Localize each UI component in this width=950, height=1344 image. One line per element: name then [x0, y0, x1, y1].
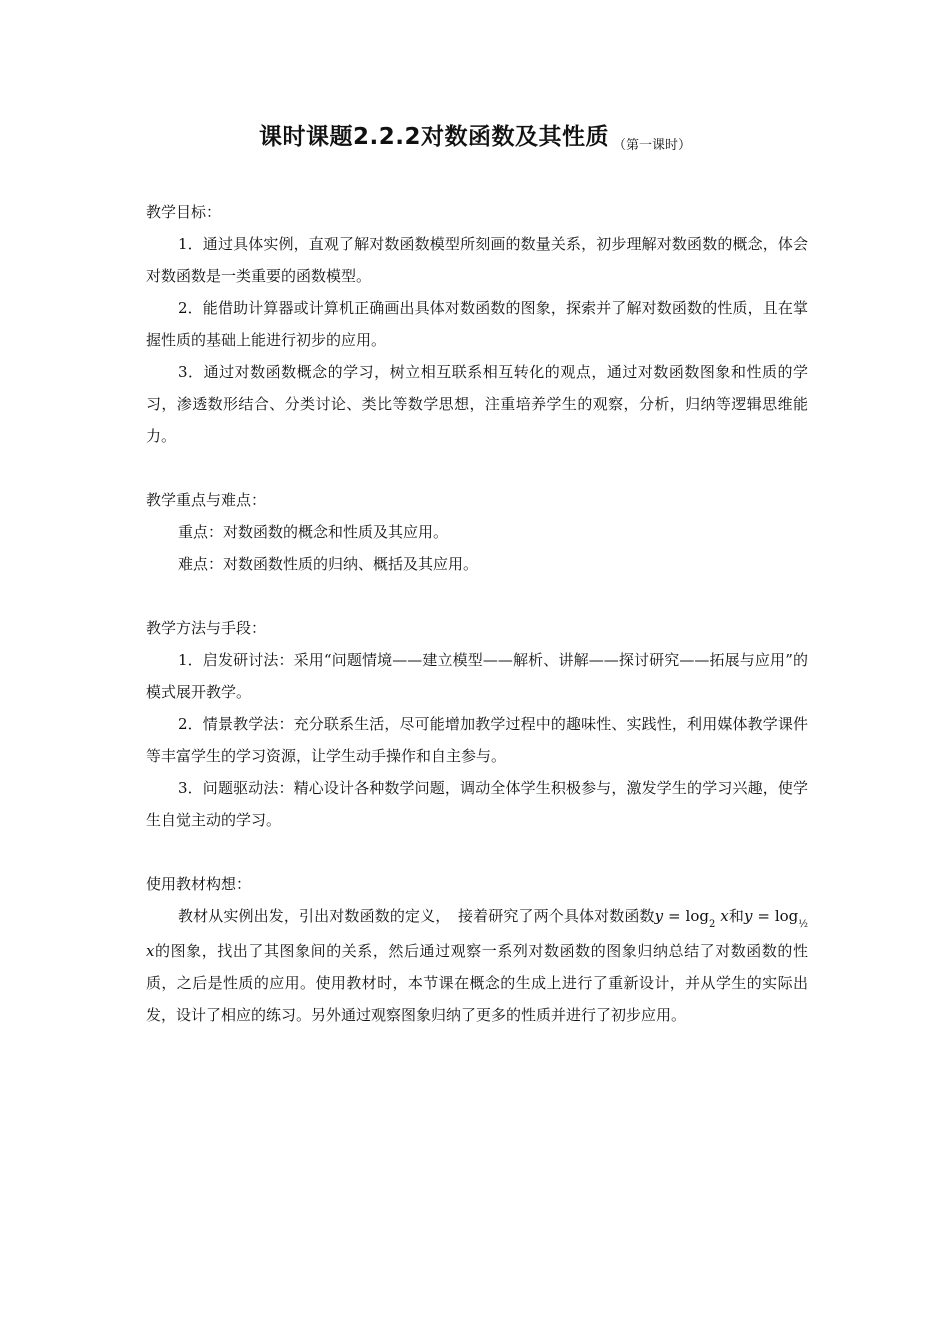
textbook-connector: 和	[728, 907, 744, 925]
textbook-text-before: 教材从实例出发，引出对数函数的定义， 接着研究了两个具体对数函数	[178, 907, 655, 925]
key-points-heading: 教学重点与难点：	[146, 491, 267, 509]
objective-item-2: 2．能借助计算器或计算机正确画出具体对数函数的图象，探索并了解对数函数的性质，且在掌握性质的基础上能进行初步的应用。	[146, 299, 808, 349]
document-body	[146, 196, 808, 1031]
objective-item-1: 1．通过具体实例，直观了解对数函数模型所刻画的数量关系，初步理解对数函数的概念，体会对数函数是一类重要的函数模型。	[146, 235, 808, 285]
key-point-focus: 重点：对数函数的概念和性质及其应用。	[178, 523, 449, 541]
objective-item-3: 3．通过对数函数概念的学习，树立相互联系相互转化的观点，通过对数函数图象和性质的学习，渗透数形结合、分类讨论、类比等数学思想，注重培养学生的观察，分析，归纳等逻辑思维能力。	[146, 363, 808, 445]
title-sub: （第一课时）	[612, 138, 691, 153]
methods-heading: 教学方法与手段：	[146, 619, 267, 637]
method-item-3: 3．问题驱动法：精心设计各种数学问题，调动全体学生积极参与，激发学生的学习兴趣，使学生自觉主动的学习。	[146, 779, 808, 829]
textbook-text-after: 的图象，找出了其图象间的关系，然后通过观察一系列对数函数的图象归纳总结了对数函数的性质，之后是性质的应用。使用教材时，本节课在概念的生成上进行了重新设计，并从学生的实际出发，设计了相应的练习。另外通过观察图象归纳了更多的性质并进行了初步应用。	[146, 942, 808, 1024]
key-point-difficulty: 难点：对数函数性质的归纳、概括及其应用。	[178, 555, 479, 573]
title-main: 课时课题2.2.2对数函数及其性质	[258, 124, 609, 150]
method-item-1: 1．启发研讨法：采用“问题情境——建立模型——解析、讲解——探讨研究——拓展与应用”的模式展开教学。	[146, 651, 808, 701]
textbook-paragraph	[146, 900, 808, 1031]
page-title	[0, 118, 950, 151]
method-item-2: 2．情景教学法：充分联系生活，尽可能增加教学过程中的趣味性、实践性，利用媒体教学课件等丰富学生的学习资源，让学生动手操作和自主参与。	[146, 715, 808, 765]
formula-log2: $y = \log_2 x$	[654, 907, 729, 930]
textbook-heading: 使用教材构想：	[146, 875, 252, 893]
formula-log-half: $y = \log_{\frac{1}{2}} x$	[146, 907, 808, 960]
objectives-heading: 教学目标：	[146, 203, 222, 221]
